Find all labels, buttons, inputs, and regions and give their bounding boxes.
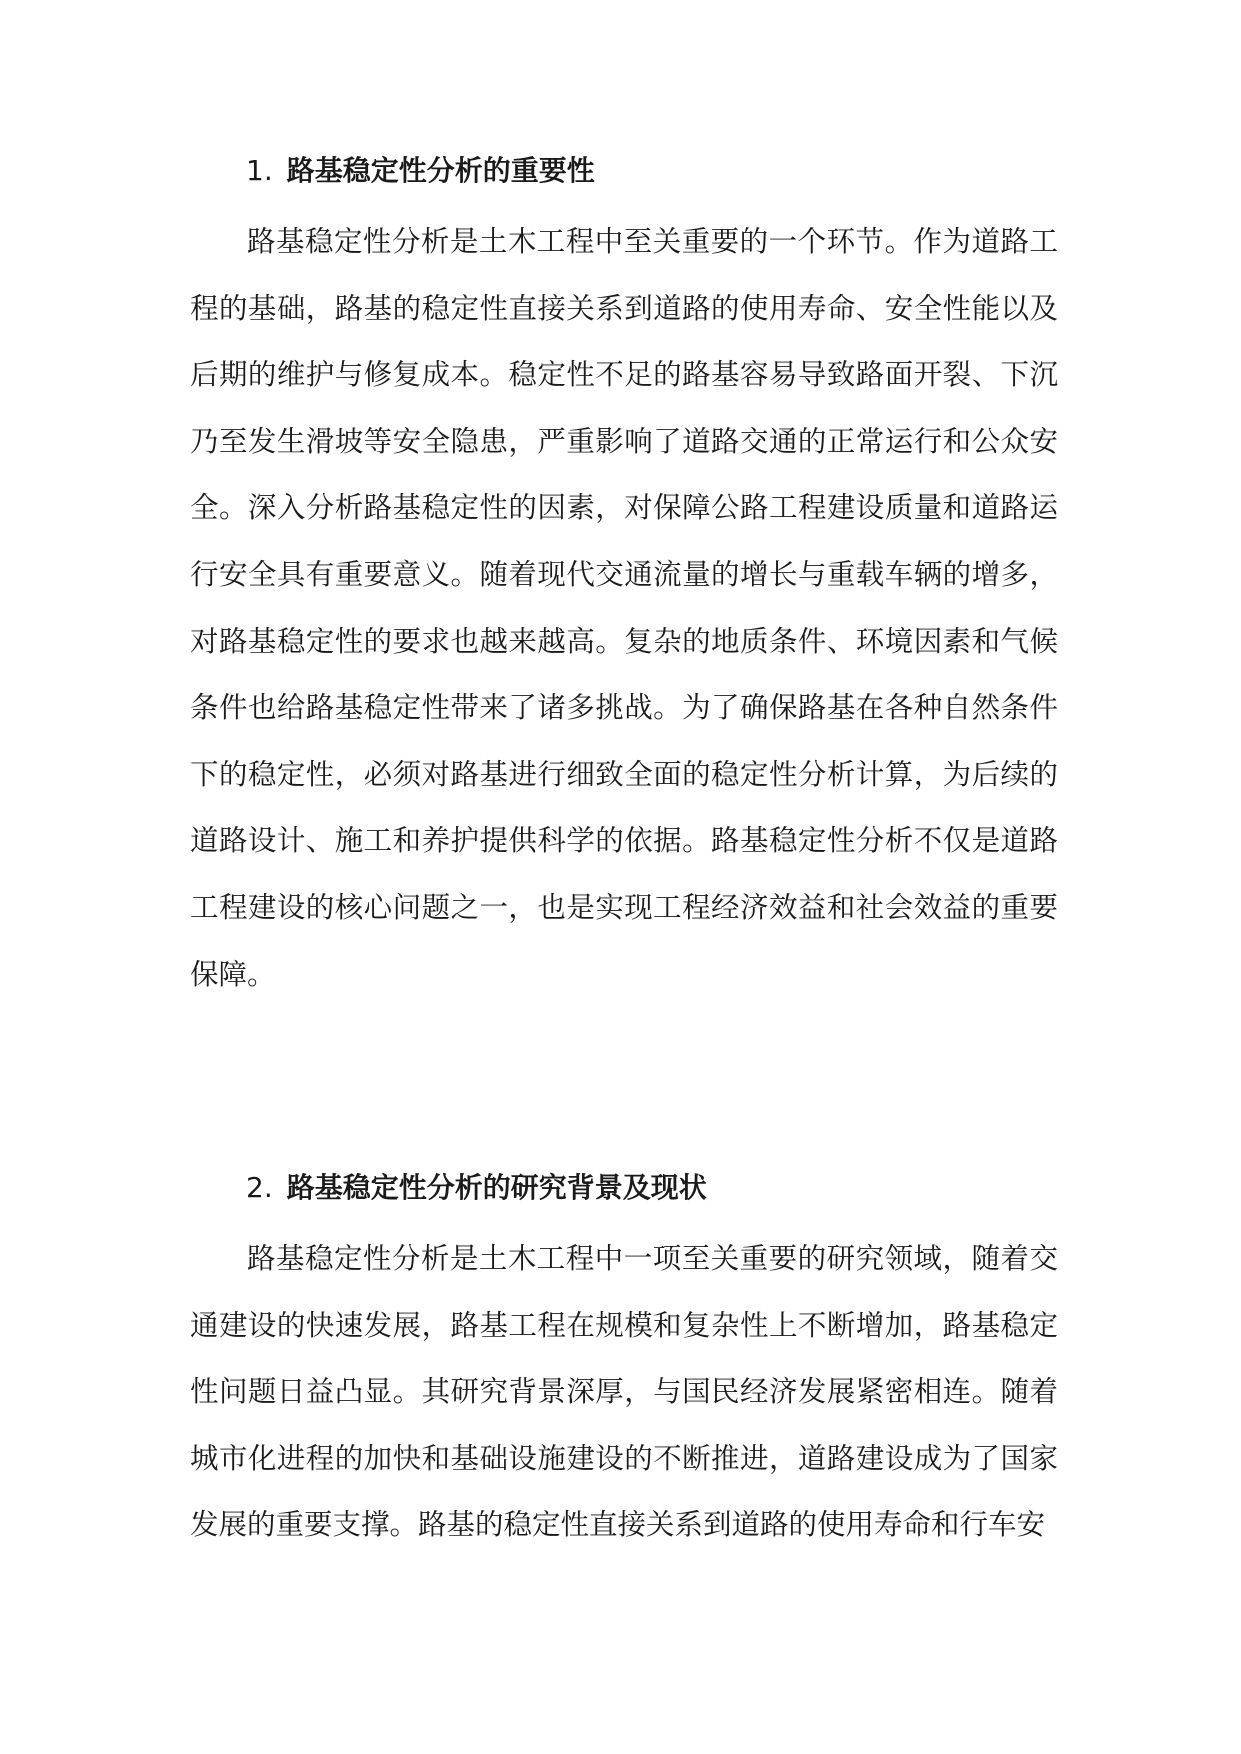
section-importance xyxy=(190,145,1058,1008)
section-paragraph: 路基稳定性分析是土木工程中至关重要的一个环节。作为道路工程的基础，路基的稳定性直接关系到道路的使用寿命、安全性能以及后期的维护与修复成本。稳定性不足的路基容易导致路面开裂、下沉乃至发生滑坡等安全隐患，严重影响了道路交通的正常运行和公众安全。深入分析路基稳定性的因素，对保障公路工程建设质量和道路运行安全具有重要意义。随着现代交通流量的增长与重载车辆的增多，对路基稳定性的要求也越来越高。复杂的地质条件、环境因素和气候条件也给路基稳定性带来了诸多挑战。为了确保路基在各种自然条件下的稳定性，必须对路基进行细致全面的稳定性分析计算，为后续的道路设计、施工和养护提供科学的依据。路基稳定性分析不仅是道路工程建设的核心问题之一，也是实现工程经济效益和社会效益的重要保障。 xyxy=(190,225,1058,991)
section-heading xyxy=(190,145,1058,197)
section-background-status xyxy=(190,1162,1058,1559)
section-heading xyxy=(190,1162,1058,1214)
section-paragraph: 路基稳定性分析是土木工程中一项至关重要的研究领域，随着交通建设的快速发展，路基工程在规模和复杂性上不断增加，路基稳定性问题日益凸显。其研究背景深厚，与国民经济发展紧密相连。随着城市化进程的加快和基础设施建设的不断推进，道路建设成为了国家发展的重要支撑。路基的稳定性直接关系到道路的使用寿命和行车安 xyxy=(190,1242,1058,1542)
section-title: 路基稳定性分析的研究背景及现状 xyxy=(286,1171,707,1204)
section-number: 2. xyxy=(246,1171,273,1204)
section-title: 路基稳定性分析的重要性 xyxy=(286,154,595,187)
section-number: 1. xyxy=(246,154,273,187)
